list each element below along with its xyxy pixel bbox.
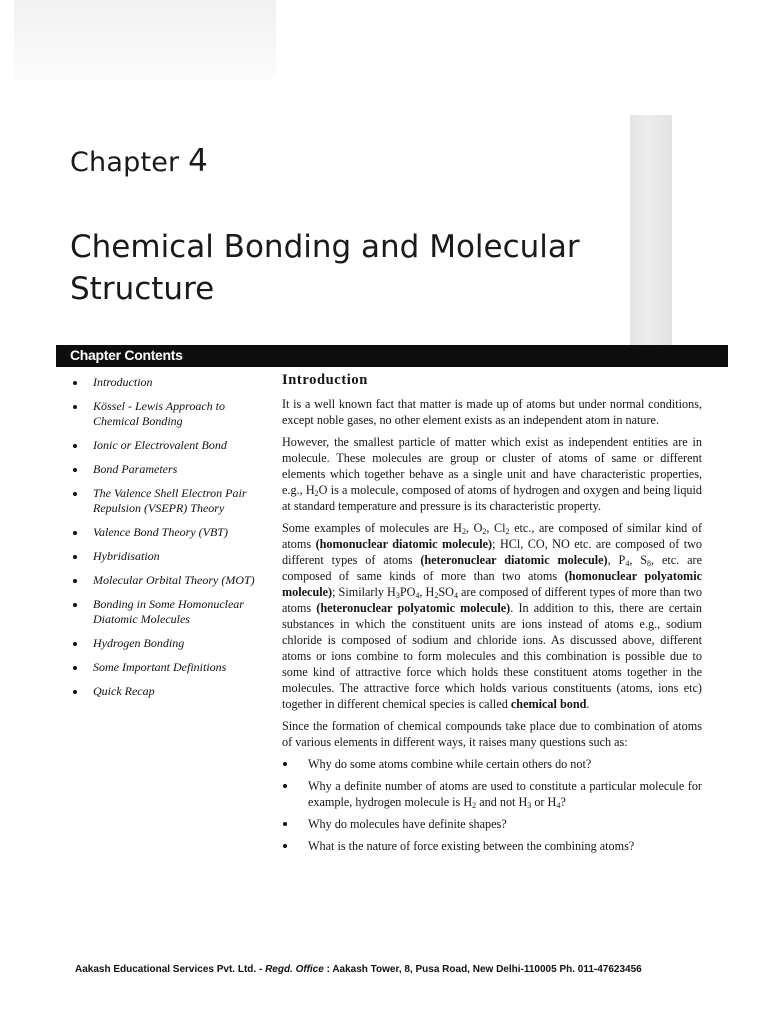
text-run: and not H [476, 795, 528, 809]
text-run: However, the smallest particle of matter which exist as independent entities are in molecule. These molecules are group or cluster of atoms of same or different elements which together behave as a single unit and have characteristic properties, e.g., H [282, 435, 702, 497]
subscript: 3 [527, 801, 532, 810]
contents-item [72, 636, 272, 651]
bullet-icon [283, 822, 287, 826]
text-run: ; Similarly H [332, 585, 396, 599]
subscript: 4 [415, 591, 420, 600]
text-run: O is a molecule, composed of atoms of hydrogen and oxygen and being liquid at standard temperature and pressure is its characteristic property. [282, 483, 702, 513]
question-text: Why do molecules have definite shapes? [308, 817, 507, 831]
chapter-contents-bar [56, 345, 728, 367]
chapter-label-text: Chapter [70, 147, 180, 178]
text-run: ; HCl, CO, NO etc. are composed of two different types of atoms [282, 537, 702, 567]
text-run: SO [438, 585, 454, 599]
contents-item-label: Molecular Orbital Theory (MOT) [93, 573, 255, 587]
bullet-icon [73, 642, 77, 646]
text-run: PO [399, 585, 416, 599]
subscript: 4 [625, 559, 630, 568]
footer-address: : Aakash Tower, 8, Pusa Road, New Delhi-110005 Ph. 011-47623456 [323, 964, 642, 975]
contents-item [72, 375, 272, 390]
bullet-icon [283, 784, 287, 788]
subscript: 2 [434, 591, 439, 600]
contents-item-label: Ionic or Electrovalent Bond [93, 438, 227, 452]
subscript: 3 [395, 591, 400, 600]
contents-item-label: Bond Parameters [93, 462, 178, 476]
section-heading: Introduction [282, 372, 368, 388]
main-text [282, 372, 702, 860]
page-edge-tab [630, 115, 672, 345]
text-run: . In addition to this, there are certain substances in which the constituent units are ions instead of atoms e.g., sodium chloride is composed of sodium and chloride ions. As discussed above, different atoms or ions combine to form molecules and this combination is possible due to some kind of attractive force which holds these constituent atoms together in the molecules. The attractive force which holds various constituents (atoms, ions etc) together in different chemical species is called [282, 601, 702, 711]
question-item [282, 756, 702, 772]
text-run: are composed of different types of more than two atoms [282, 585, 702, 615]
bullet-icon [73, 492, 77, 496]
question-list [282, 756, 702, 854]
text-run: or H [531, 795, 557, 809]
footer-company: Aakash Educational Services Pvt. Ltd. - [75, 964, 266, 975]
contents-item-label: Hydrogen Bonding [93, 636, 185, 650]
text-run: , H [419, 585, 435, 599]
bold-term: (heteronuclear polyatomic molecule) [316, 601, 511, 615]
footer-office-label: Regd. Office [265, 964, 324, 975]
contents-item-label: Bonding in Some Homonuclear Diatomic Molecules [93, 597, 244, 626]
paragraph-2 [282, 434, 702, 514]
text-run: , S [629, 553, 648, 567]
bullet-icon [73, 405, 77, 409]
chapter-title: Chemical Bonding and Molecular Structure [70, 229, 580, 307]
chapter-contents-list [72, 375, 272, 708]
question-item [282, 778, 702, 810]
bullet-icon [73, 381, 77, 385]
paragraph-1: It is a well known fact that matter is made up of atoms but under normal conditions, except noble gases, no other element exists as an independent atom in nature. [282, 397, 702, 427]
bullet-icon [73, 579, 77, 583]
text-run: ? [560, 795, 566, 809]
contents-item [72, 399, 272, 429]
bullet-icon [73, 468, 77, 472]
bullet-icon [283, 762, 287, 766]
contents-item [72, 462, 272, 477]
chapter-label [70, 143, 208, 179]
subscript: 4 [453, 591, 458, 600]
subscript: 4 [556, 801, 561, 810]
bold-term: (homonuclear diatomic molecule) [315, 537, 493, 551]
chapter-number: 4 [188, 143, 209, 179]
subscript: 2 [505, 527, 510, 536]
bullet-icon [73, 444, 77, 448]
contents-item-label: Kössel - Lewis Approach to Chemical Bonding [93, 399, 226, 428]
contents-item [72, 525, 272, 540]
subscript: 2 [314, 489, 319, 498]
contents-item-label: Introduction [93, 375, 153, 389]
paragraph-3 [282, 520, 702, 712]
text-run: Some examples of molecules are H [282, 521, 462, 535]
contents-item [72, 549, 272, 564]
paragraph-4: Since the formation of chemical compounds take place due to combination of atoms of various elements in different ways, it raises many questions such as: [282, 719, 702, 749]
subscript: 2 [461, 527, 466, 536]
bold-term: (heteronuclear diatomic molecule) [420, 553, 608, 567]
text-run: , etc. are composed of same kinds of more than two atoms [282, 553, 702, 583]
text-run: etc., are composed of similar kind of atoms [282, 521, 703, 551]
text-run: . [586, 697, 590, 711]
contents-item [72, 573, 272, 588]
page-footer [75, 964, 715, 975]
text-run: Why a definite number of atoms are used to constitute a particular molecule for example, hydrogen molecule is H [308, 779, 702, 809]
question-item [282, 816, 702, 832]
bullet-icon [73, 531, 77, 535]
contents-item-label: Valence Bond Theory (VBT) [93, 525, 228, 539]
bullet-icon [73, 690, 77, 694]
bullet-icon [283, 844, 287, 848]
bullet-icon [73, 603, 77, 607]
bullet-icon [73, 555, 77, 559]
chapter-contents-heading: Chapter Contents [70, 347, 183, 363]
contents-item [72, 438, 272, 453]
contents-item-label: The Valence Shell Electron Pair Repulsion (VSEPR) Theory [93, 486, 247, 515]
question-text: What is the nature of force existing between the combining atoms? [308, 839, 635, 853]
contents-item [72, 660, 272, 675]
contents-item [72, 597, 272, 627]
text-run: , P [607, 553, 626, 567]
contents-item [72, 486, 272, 516]
bullet-icon [73, 666, 77, 670]
scan-smudge [14, 0, 276, 80]
bold-term: chemical bond [510, 697, 587, 711]
contents-item-label: Quick Recap [93, 684, 155, 698]
contents-item-label: Hybridisation [93, 549, 160, 563]
subscript: 2 [472, 801, 477, 810]
bold-term: (homonuclear polyatomic molecule) [282, 569, 702, 599]
question-text: Why do some atoms combine while certain others do not? [308, 757, 592, 771]
question-item [282, 838, 702, 854]
subscript: 2 [482, 527, 487, 536]
text-run: , O [465, 521, 483, 535]
contents-item-label: Some Important Definitions [93, 660, 227, 674]
text-run: , Cl [486, 521, 506, 535]
contents-item [72, 684, 272, 699]
subscript: 8 [647, 559, 652, 568]
